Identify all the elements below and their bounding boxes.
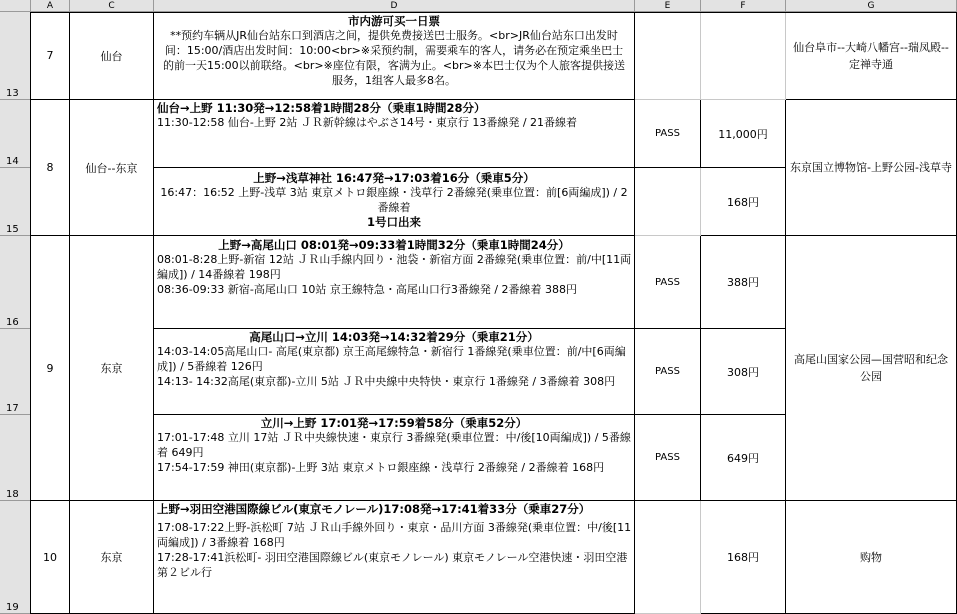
route-line: 08:36-09:33 新宿-高尾山口 10站 京王線特急・高尾山口行3番線発 / 2番線着 388円 <box>157 283 578 296</box>
price-label: 649円 <box>727 451 759 465</box>
price-label: 168円 <box>727 195 759 209</box>
spots-label: 仙台阜市--大崎八幡宫--瑞凤殿--定禅寺通 <box>793 40 949 71</box>
price-cell[interactable] <box>701 415 786 501</box>
pass-cell[interactable] <box>635 100 701 168</box>
route-title: 市内游可买一日票 <box>348 14 440 28</box>
column-header-d[interactable]: D <box>154 0 635 12</box>
day-number-cell[interactable] <box>31 501 70 614</box>
day-number: 10 <box>43 550 57 564</box>
column-header-e[interactable]: E <box>635 0 701 12</box>
spots-cell[interactable] <box>786 100 957 236</box>
city-label: 仙台--东京 <box>85 161 138 175</box>
price-cell[interactable] <box>701 12 786 100</box>
day-number-cell[interactable] <box>31 12 70 100</box>
route-cell[interactable] <box>154 415 635 501</box>
route-title: 上野→羽田空港国際線ビル(東京モノレール)17:08発→17:41着33分（乗車27分） <box>157 502 591 516</box>
day-number-cell[interactable] <box>31 100 70 236</box>
price-cell[interactable] <box>701 100 786 168</box>
column-header-c[interactable]: C <box>70 0 154 12</box>
price-cell[interactable] <box>701 501 786 614</box>
row-header-16[interactable]: 16 <box>0 236 31 329</box>
column-header-a[interactable]: A <box>31 0 70 12</box>
spots-cell[interactable] <box>786 12 957 100</box>
spots-label: 购物 <box>860 551 882 564</box>
spots-label: 高尾山国家公园—国营昭和纪念公园 <box>794 353 948 383</box>
route-cell[interactable] <box>154 329 635 415</box>
route-line: 14:13- 14:32高尾(東京都)-立川 5站 ＪＲ中央線中央特快・東京行 1番線発 / 3番線着 308円 <box>157 375 616 388</box>
route-title: 仙台→上野 11:30発→12:58着1時間28分（乗車1時間28分） <box>157 101 486 115</box>
pass-label: PASS <box>655 128 680 139</box>
spots-cell[interactable] <box>786 501 957 614</box>
city-cell[interactable] <box>70 12 154 100</box>
day-number: 8 <box>46 161 54 174</box>
route-title: 上野→浅草神社 16:47発→17:03着16分（乗車5分） <box>253 171 535 185</box>
route-cell[interactable] <box>154 168 635 236</box>
column-header-g[interactable]: G <box>786 0 957 12</box>
route-details: **预约车辆从JR仙台站东口到酒店之间，提供免费接送巴士服务。<br>JR仙台站东口出发时间：15:00/酒店出发时间：10:00<br>※采预约制，需要乘车的客人，请务必在预定乘坐巴士的前一天15:00以前联络。<br>※座位有限，客满为止。<br>※本巴士仅为个人旅客提供接送服务，1组客人最多8名。 <box>162 29 625 87</box>
pass-label: PASS <box>655 276 680 288</box>
pass-cell[interactable] <box>635 415 701 501</box>
route-line: 16:47：16:52 上野-浅草 3站 東京メトロ銀座線・浅草行 2番線発(乗車位置：前[6両編成]) / 2番線着 <box>160 186 628 214</box>
price-label: 388円 <box>727 276 759 289</box>
route-line: 17:08-17:22上野-浜松町 7站 ＪＲ山手線外回り・東京・品川方面 3番線発(乗車位置：中/後[11両編成]) / 3番線着 168円 <box>157 521 632 549</box>
row-header-14[interactable]: 14 <box>0 100 31 168</box>
day-number: 7 <box>46 49 54 62</box>
grid-left-border <box>30 12 31 614</box>
spots-label: 东京国立博物馆-上野公园-浅草寺 <box>790 161 952 174</box>
route-cell[interactable] <box>154 12 635 100</box>
price-cell[interactable] <box>701 236 786 329</box>
route-title: 高尾山口→立川 14:03発→14:32着29分（乗車21分） <box>249 330 539 344</box>
pass-cell[interactable] <box>635 168 701 236</box>
route-line: 17:01-17:48 立川 17站 ＪＲ中央線快速・東京行 3番線発(乗車位置：中/後[10両編成]) / 5番線着 649円 <box>157 431 631 459</box>
city-cell[interactable] <box>70 501 154 614</box>
row-header-13[interactable]: 13 <box>0 12 31 100</box>
row-header-17[interactable]: 17 <box>0 329 31 415</box>
row-header-15[interactable]: 15 <box>0 168 31 236</box>
exit-note: 1号口出来 <box>366 215 421 229</box>
city-cell[interactable] <box>70 100 154 236</box>
day-number-cell[interactable] <box>31 236 70 501</box>
price-label: 308円 <box>727 365 759 379</box>
price-label: 168円 <box>727 551 759 564</box>
route-title: 立川→上野 17:01発→17:59着58分（乗車52分） <box>260 416 528 430</box>
row-header-19[interactable]: 19 <box>0 501 31 614</box>
grid-top-border <box>31 12 957 13</box>
route-line: 14:03-14:05高尾山口- 高尾(東京都) 京王高尾線特急・新宿行 1番線発(乗車位置：前/中[6両編成]) / 5番線着 126円 <box>157 345 626 373</box>
pass-cell[interactable] <box>635 501 701 614</box>
route-cell[interactable] <box>154 501 635 614</box>
city-label: 东京 <box>100 551 123 564</box>
route-line: 08:01-8:28上野-新宿 12站 ＪＲ山手線内回り・池袋・新宿方面 2番線発(乗車位置：前/中[11両編成]) / 14番線着 198円 <box>157 253 632 281</box>
pass-cell[interactable] <box>635 12 701 100</box>
city-label: 东京 <box>100 362 123 375</box>
corner-cell[interactable] <box>0 0 31 12</box>
day-number: 9 <box>46 361 54 375</box>
city-cell[interactable] <box>70 236 154 501</box>
price-label: 11,000円 <box>718 127 768 141</box>
pass-cell[interactable] <box>635 329 701 415</box>
price-cell[interactable] <box>701 168 786 236</box>
pass-label: PASS <box>655 366 680 377</box>
pass-cell[interactable] <box>635 236 701 329</box>
route-line: 17:54-17:59 神田(東京都)-上野 3站 東京メトロ銀座線・浅草行 2番線発 / 2番線着 168円 <box>157 461 605 474</box>
route-cell[interactable] <box>154 236 635 329</box>
column-header-f[interactable]: F <box>701 0 786 12</box>
route-title: 上野→高尾山口 08:01発→09:33着1時間32分（乗車1時間24分） <box>218 238 570 252</box>
row-header-18[interactable]: 18 <box>0 415 31 501</box>
pass-label: PASS <box>655 452 680 463</box>
route-line: 11:30-12:58 仙台-上野 2站 ＪＲ新幹線はやぶさ14号・東京行 13番線発 / 21番線着 <box>157 116 578 129</box>
price-cell[interactable] <box>701 329 786 415</box>
route-line: 17:28-17:41浜松町- 羽田空港国際線ビル(東京モノレール) 東京モノレール空港快速・羽田空港第２ビル行 <box>157 551 628 579</box>
spots-cell[interactable] <box>786 236 957 501</box>
city-label: 仙台 <box>100 49 123 63</box>
route-cell[interactable] <box>154 100 635 168</box>
